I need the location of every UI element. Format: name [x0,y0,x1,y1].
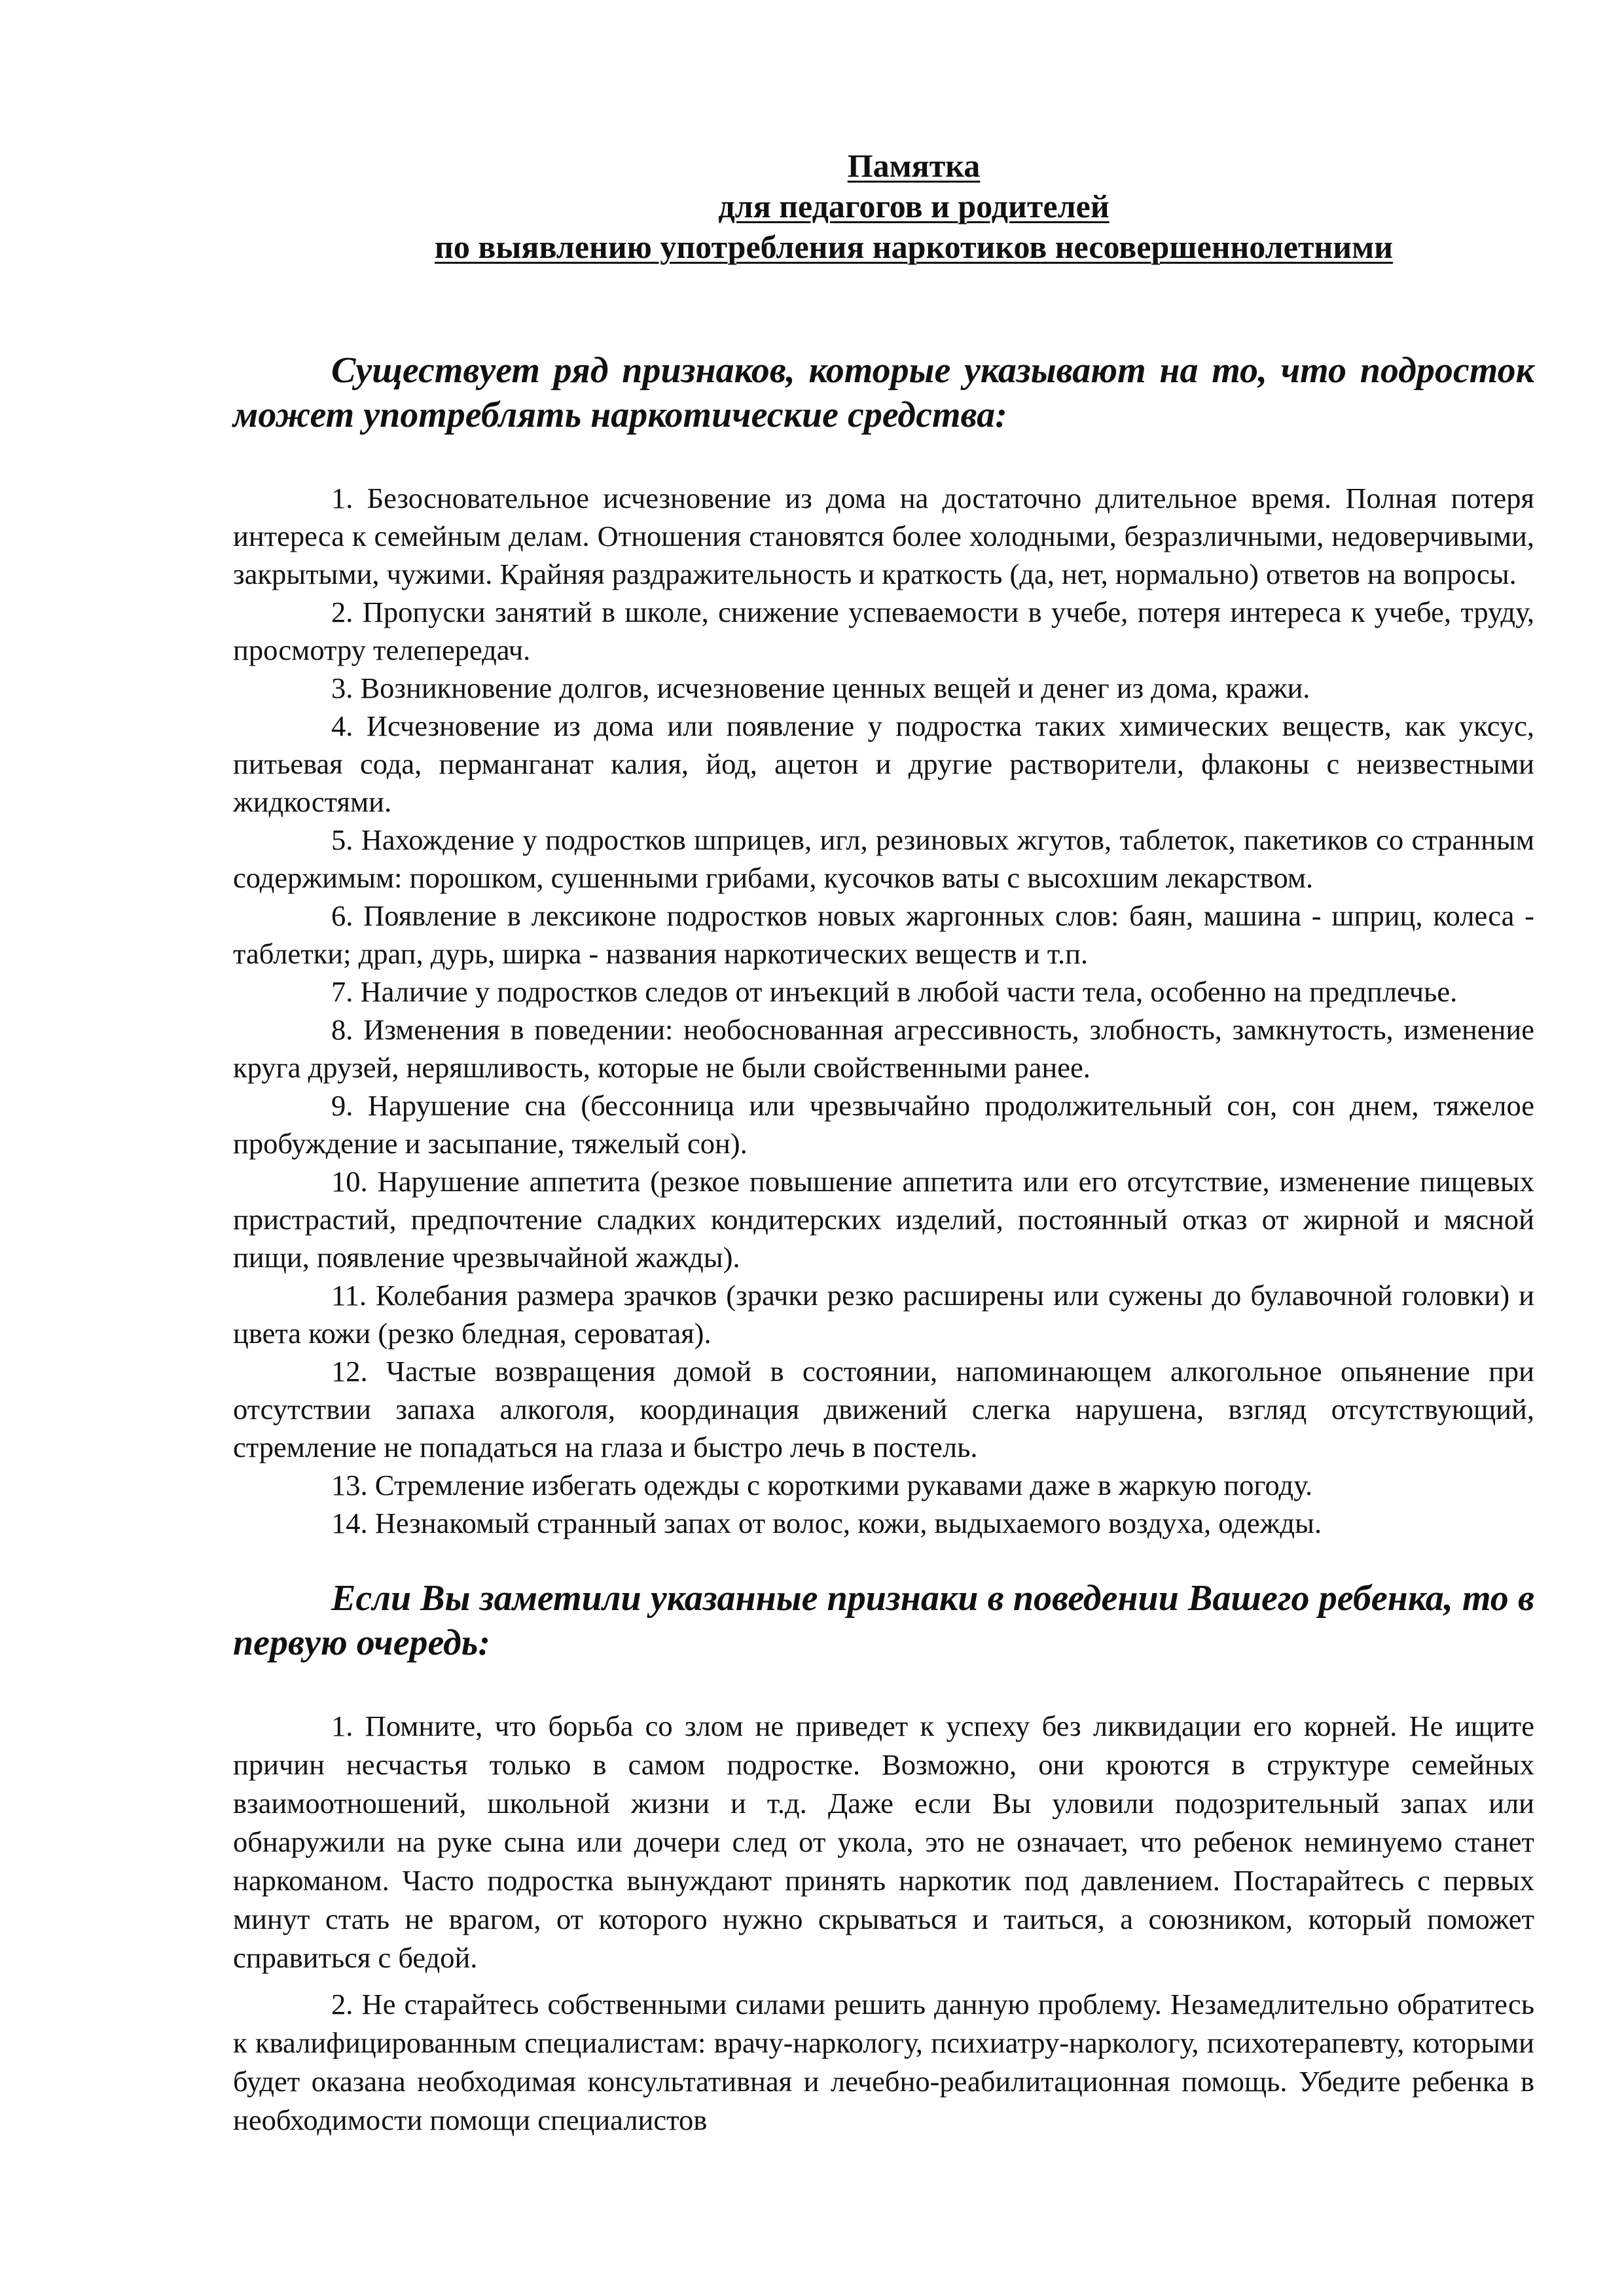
list-item: 13. Стремление избегать одежды с короткими рукавами даже в жаркую погоду. [331,1469,1313,1501]
title-line-1: Памятка [847,147,981,184]
list-item: 2. Не старайтесь собственными силами решить данную проблему. Незамедлительно обратитесь к квалифицированным специалистам: врачу-наркологу, психиатру-наркологу, психотерапевту, которыми будет оказана необходимая консультативная и лечебно-реабилитационная помощь. Убедите ребенка в необходимости помощи специалистов [233,1988,1534,2136]
list-item: 9. Нарушение сна (бессонница или чрезвычайно продолжительный сон, сон днем, тяжелое пробуждение и засыпание, тяжелый сон). [233,1089,1534,1160]
title-line-3: по выявлению употребления наркотиков несовершеннолетними [435,228,1393,265]
title-line-2: для педагогов и родителей [718,188,1110,224]
list-item: 10. Нарушение аппетита (резкое повышение аппетита или его отсутствие, изменение пищевых пристрастий, предпочтение сладких кондитерских изделий, постоянный отказ от жирной и мясной пищи, появление чрезвычайной жажды). [233,1165,1534,1274]
section-2-heading: Если Вы заметили указанные признаки в поведении Вашего ребенка, то в первую очередь: [233,1578,1534,1663]
list-item: 7. Наличие у подростков следов от инъекций в любой части тела, особенно на предплечье. [331,975,1458,1008]
list-item: 14. Незнакомый странный запах от волос, кожи, выдыхаемого воздуха, одежды. [331,1507,1322,1539]
list-item: 4. Исчезновение из дома или появление у подростка таких химических веществ, как уксус, питьевая сода, перманганат калия, йод, ацетон и другие растворители, флаконы с неизвестными жидкостями. [233,709,1534,818]
list-item: 2. Пропуски занятий в школе, снижение успеваемости в учебе, потеря интереса к учебе, труду, просмотру телепередач. [233,596,1534,666]
list-item: 11. Колебания размера зрачков (зрачки резко расширены или сужены до булавочной головки) и цвета кожи (резко бледная, сероватая). [233,1279,1534,1350]
signs-list [233,479,1534,1542]
list-item: 8. Изменения в поведении: необоснованная агрессивность, злобность, замкнутость, изменение круга друзей, неряшливость, которые не были свойственными ранее. [233,1013,1534,1084]
list-item: 12. Частые возвращения домой в состоянии, напоминающем алкогольное опьянение при отсутствии запаха алкоголя, координация движений слегка нарушена, взгляд отсутствующий, стремление не попадаться на глаза и быстро лечь в постель. [233,1355,1534,1463]
list-item: 5. Нахождение у подростков шприцев, игл, резиновых жгутов, таблеток, пакетиков со странным содержимым: порошком, сушенными грибами, кусочков ваты с высохшим лекарством. [233,823,1534,894]
list-item: 3. Возникновение долгов, исчезновение ценных вещей и денег из дома, кражи. [331,672,1310,704]
document-body [233,145,1534,2147]
list-item: 6. Появление в лексиконе подростков новых жаргонных слов: баян, машина - шприц, колеса - таблетки; драп, дурь, ширка - названия наркотических веществ и т.п. [233,899,1534,970]
list-item: 1. Помните, что борьба со злом не приведет к успеху без ликвидации его корней. Не ищите причин несчастья только в самом подростке. Возможно, они кроются в структуре семейных взаимоотношений, школьной жизни и т.д. Даже если Вы уловили подозрительный запах или обнаружили на руке сына или дочери след от укола, это не означает, что ребенок неминуемо станет наркоманом. Часто подростка вынуждают принять наркотик под давлением. Постарайтесь с первых минут стать не врагом, от которого нужно скрываться и таиться, а союзником, который поможет справиться с бедой. [233,1710,1534,1974]
list-item: 1. Безосновательное исчезновение из дома на достаточно длительное время. Полная потеря интереса к семейным делам. Отношения становятся более холодными, безразличными, недоверчивыми, закрытыми, чужими. Крайняя раздражительность и краткость (да, нет, нормально) ответов на вопросы. [233,482,1534,590]
document-title [293,145,1534,267]
actions-list [233,1707,1534,2140]
section-1-heading: Существует ряд признаков, которые указывают на то, что подросток может употреблять наркотические средства: [233,350,1534,435]
